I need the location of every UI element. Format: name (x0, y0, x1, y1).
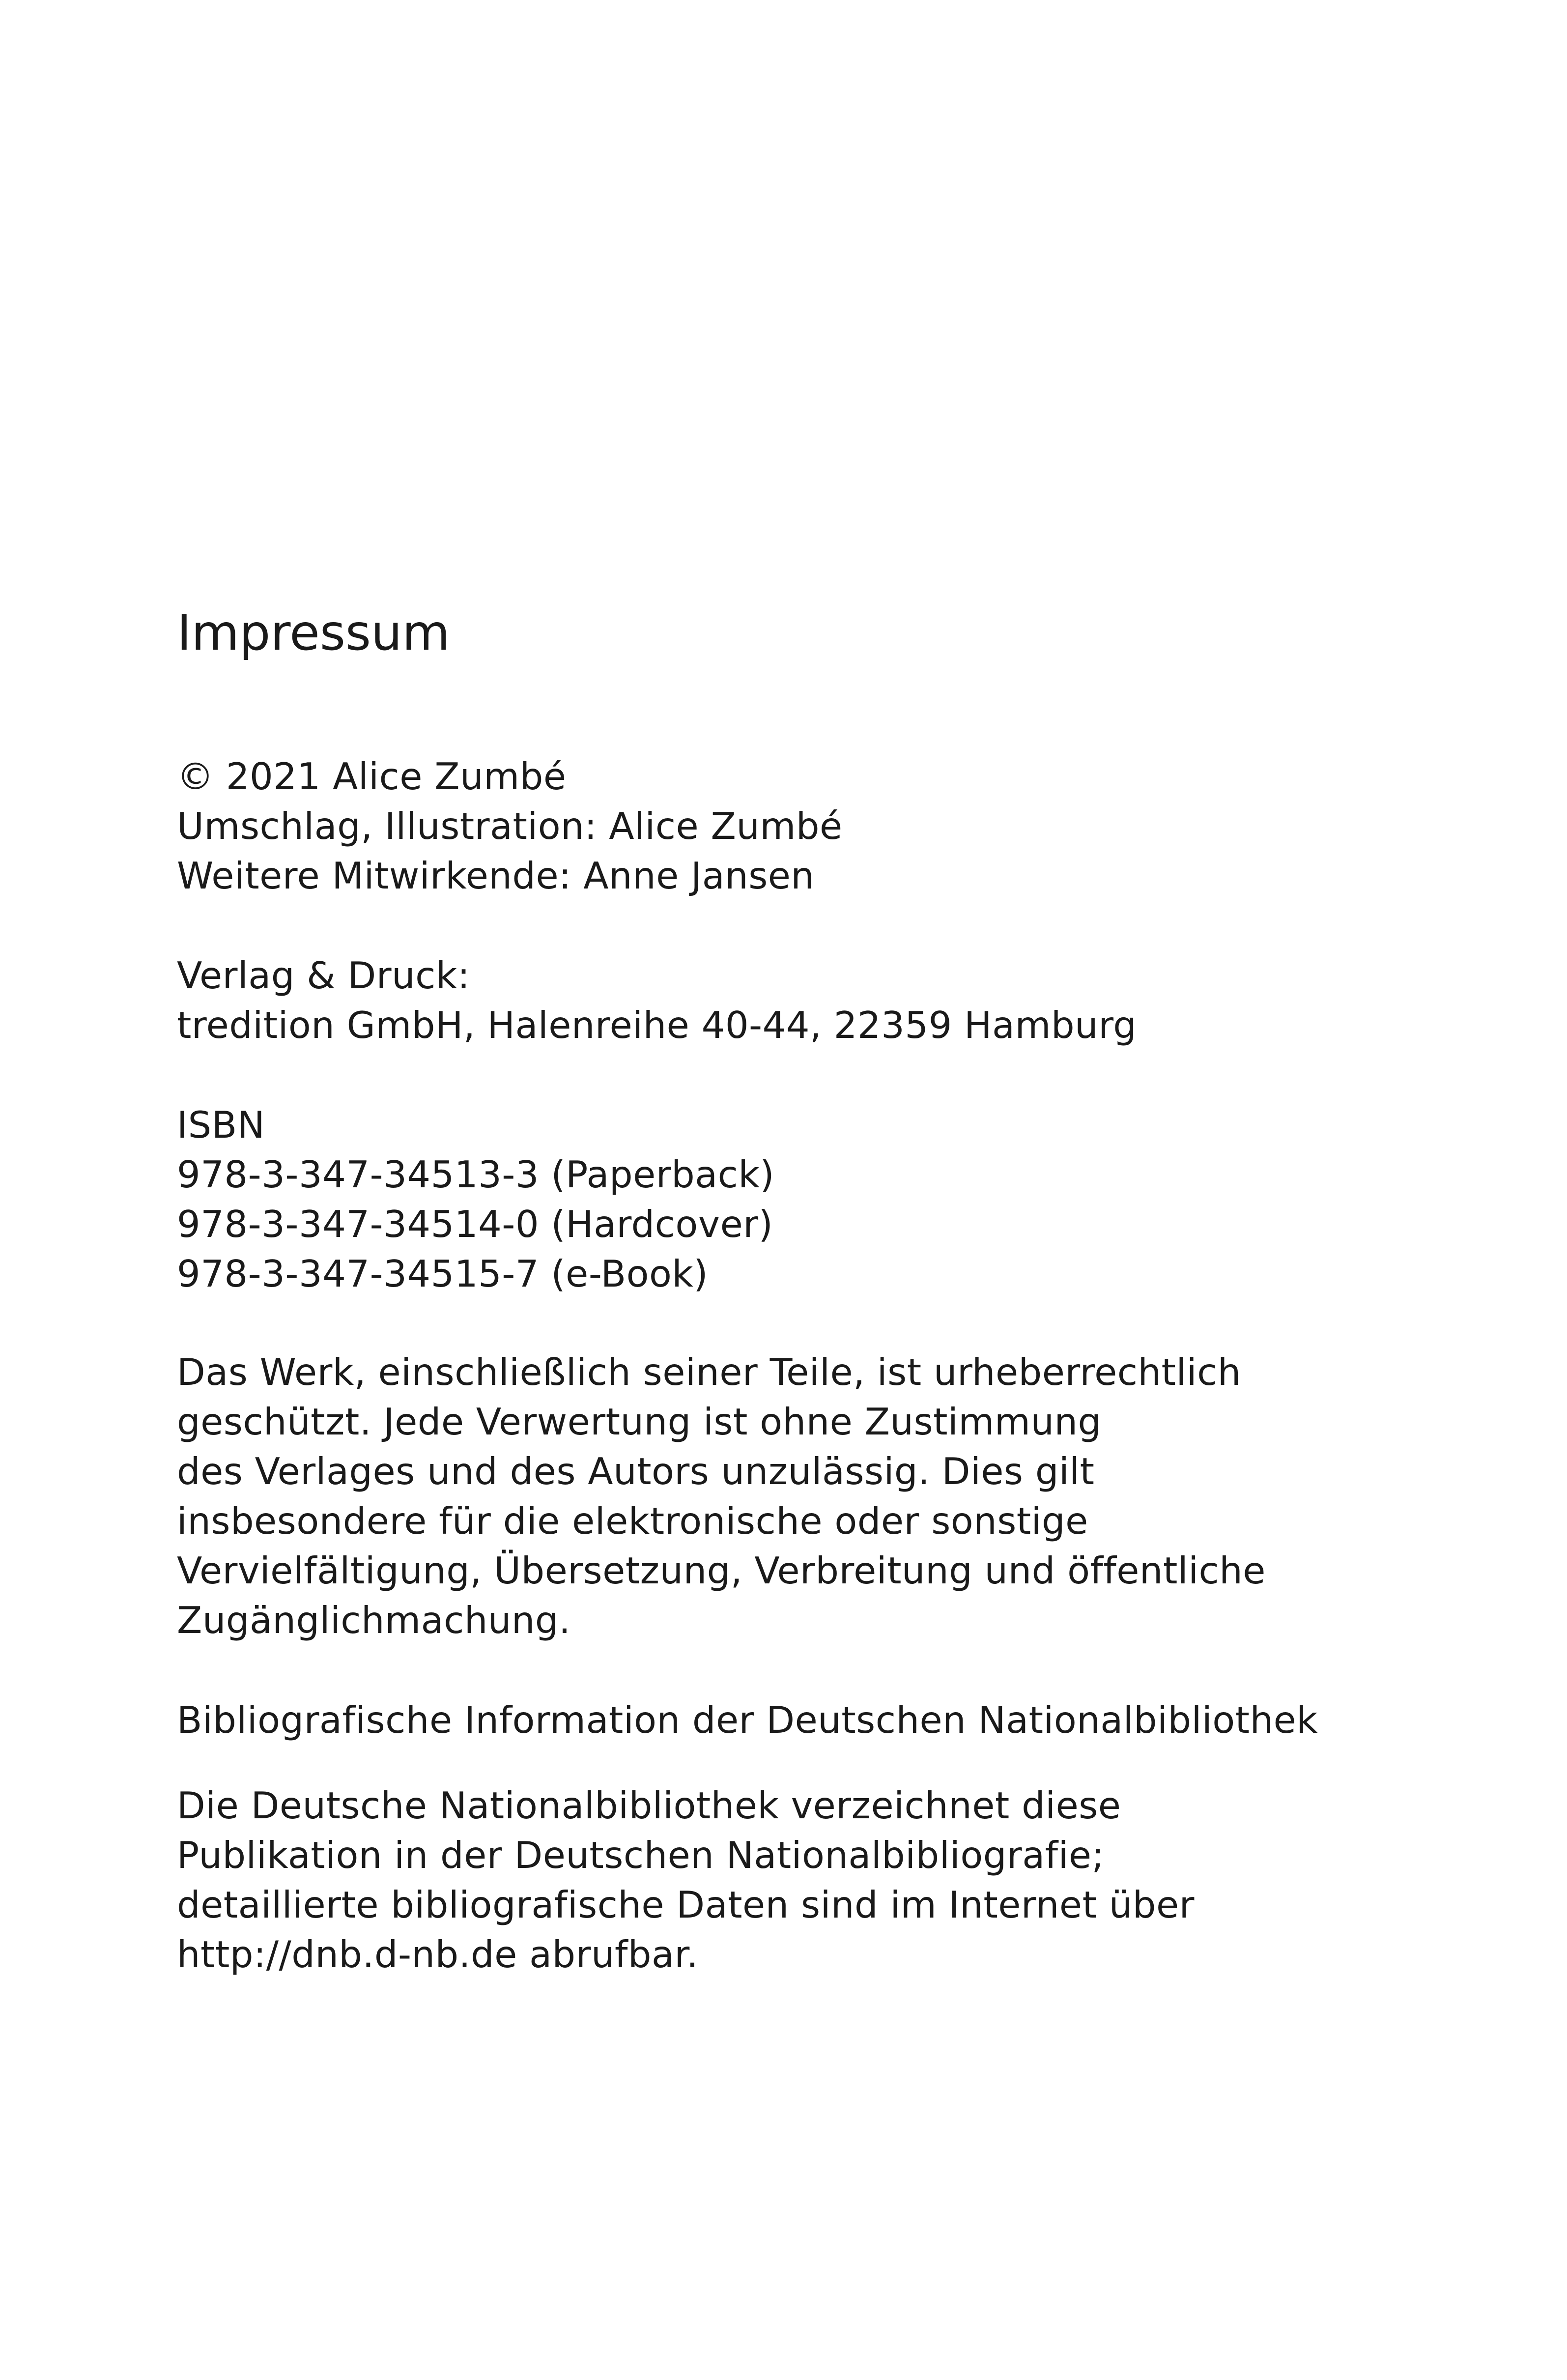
copyright-line: © 2021 Alice Zumbé (177, 755, 567, 798)
isbn-label: ISBN (177, 1103, 265, 1147)
dnb-heading-block (177, 1695, 1318, 1745)
cover-illustration-credit: Umschlag, Illustration: Alice Zumbé (177, 804, 843, 848)
legal-line: Zugänglichmachung. (177, 1599, 571, 1642)
legal-line: insbesondere für die elektronische oder sonstige (177, 1499, 1088, 1543)
isbn-hardcover: 978-3-347-34514-0 (Hardcover) (177, 1203, 773, 1246)
legal-line: Vervielfältigung, Übersetzung, Verbreitung und öffentliche (177, 1549, 1266, 1592)
isbn-paperback: 978-3-347-34513-3 (Paperback) (177, 1153, 775, 1196)
dnb-heading: Bibliografische Information der Deutschen Nationalbibliothek (177, 1698, 1318, 1742)
isbn-block (177, 1100, 774, 1299)
publisher-label: Verlag & Druck: (177, 954, 470, 997)
publisher-address: tredition GmbH, Halenreihe 40-44, 22359 Hamburg (177, 1004, 1137, 1047)
contributors-credit: Weitere Mitwirkende: Anne Jansen (177, 854, 815, 897)
copyright-notice (177, 1348, 1266, 1645)
isbn-ebook: 978-3-347-34515-7 (e-Book) (177, 1252, 709, 1295)
legal-line: geschützt. Jede Verwertung ist ohne Zustimmung (177, 1400, 1102, 1443)
imprint-page (177, 0, 1543, 2380)
legal-line: des Verlages und des Autors unzulässig. Dies gilt (177, 1450, 1095, 1493)
copyright-block (177, 752, 843, 901)
page-title: Impressum (177, 604, 450, 661)
dnb-notice (177, 1781, 1195, 1979)
dnb-line: Publikation in der Deutschen Nationalbibliografie; (177, 1834, 1105, 1877)
dnb-url-line: http://dnb.d-nb.de abrufbar. (177, 1933, 699, 1976)
legal-line: Das Werk, einschließlich seiner Teile, ist urheberrechtlich (177, 1350, 1241, 1394)
dnb-line: detaillierte bibliografische Daten sind im Internet über (177, 1883, 1195, 1926)
dnb-line: Die Deutsche Nationalbibliothek verzeichnet diese (177, 1784, 1121, 1827)
publisher-block (177, 951, 1137, 1050)
